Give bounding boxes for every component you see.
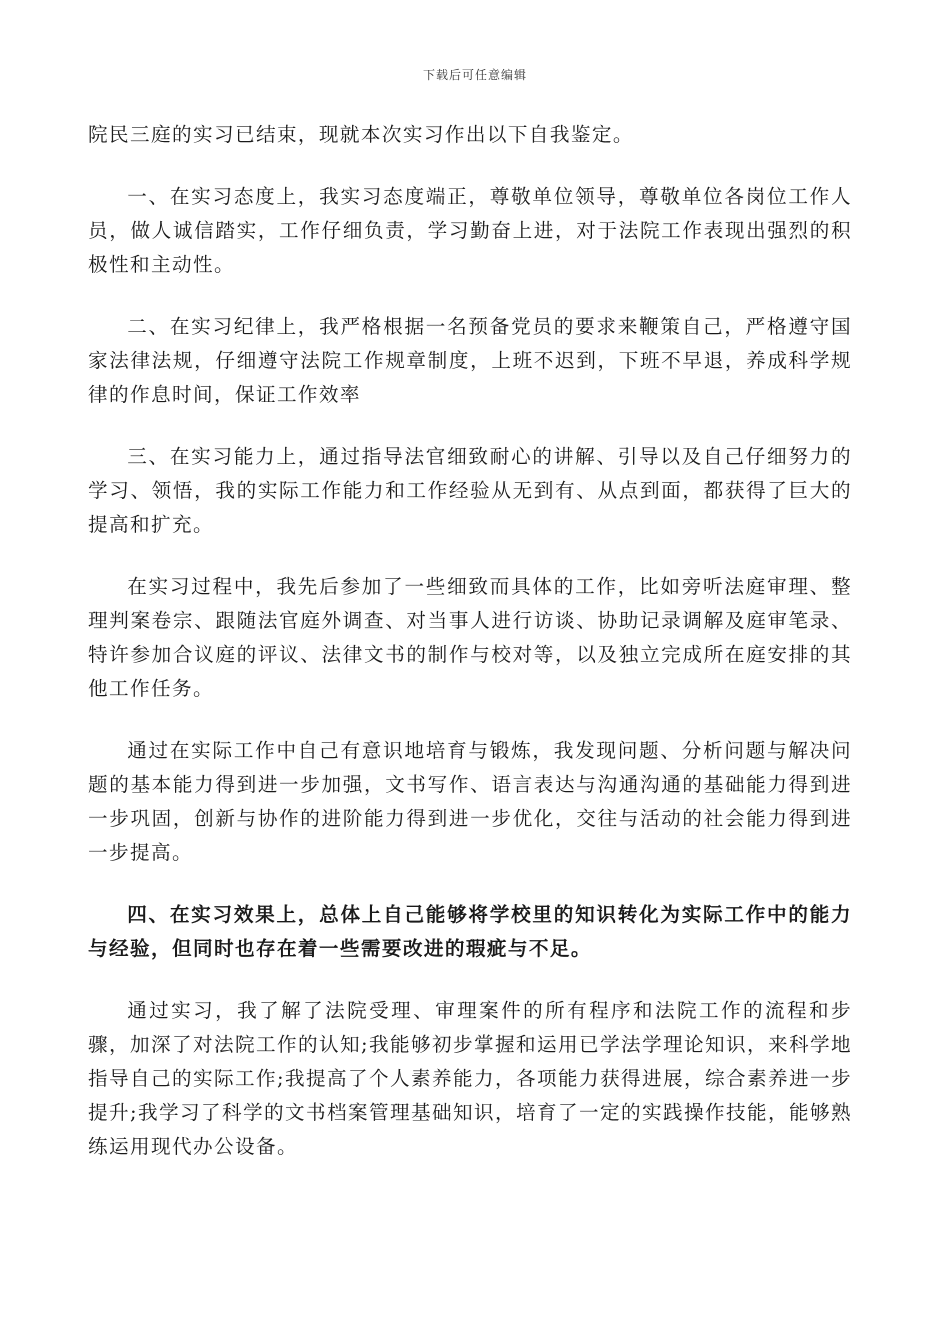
paragraph-effect-heading: 四、在实习效果上，总体上自己能够将学校里的知识转化为实际工作中的能力与经验，但同时也存在着一些需要改进的瑕疵与不足。 [88,903,852,960]
paragraph-attitude: 一、在实习态度上，我实习态度端正，尊敬单位领导，尊敬单位各岗位工作人员，做人诚信踏实，工作仔细负责，学习勤奋上进，对于法院工作表现出强烈的积极性和主动性。 [88,185,852,276]
paragraph-training: 通过在实际工作中自己有意识地培育与锻炼，我发现问题、分析问题与解决问题的基本能力得到进一步加强，文书写作、语言表达与沟通沟通的基础能力得到进一步巩固，创新与协作的进阶能力得到进一步优化，交往与活动的社会能力得到进一步提高。 [88,739,852,864]
paragraph-summary: 通过实习，我了解了法院受理、审理案件的所有程序和法院工作的流程和步骤，加深了对法院工作的认知;我能够初步掌握和运用已学法学理论知识，来科学地指导自己的实际工作;我提高了个人素养能力，各项能力获得进展，综合素养进一步提升;我学习了科学的文书档案管理基础知识，培育了一定的实践操作技能，能够熟练运用现代办公设备。 [88,999,852,1158]
paragraph-intro: 院民三庭的实习已结束，现就本次实习作出以下自我鉴定。 [88,123,634,146]
page-header: 下载后可任意编辑 [422,68,527,82]
document-body [88,118,852,1192]
paragraph-discipline: 二、在实习纪律上，我严格根据一名预备党员的要求来鞭策自己，严格遵守国家法律法规，仔细遵守法院工作规章制度，上班不迟到，下班不早退，养成科学规律的作息时间，保证工作效率 [88,315,852,406]
paragraph-process: 在实习过程中，我先后参加了一些细致而具体的工作，比如旁听法庭审理、整理判案卷宗、跟随法官庭外调查、对当事人进行访谈、协助记录调解及庭审笔录、特许参加合议庭的评议、法律文书的制作与校对等，以及独立完成所在庭安排的其他工作任务。 [88,575,852,700]
paragraph-ability: 三、在实习能力上，通过指导法官细致耐心的讲解、引导以及自己仔细努力的学习、领悟，我的实际工作能力和工作经验从无到有、从点到面，都获得了巨大的提高和扩充。 [88,445,852,536]
